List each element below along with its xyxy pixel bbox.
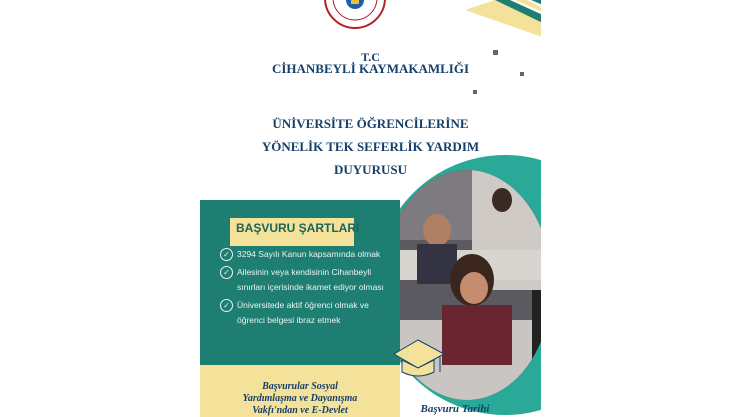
check-icon: ✓ <box>220 299 233 312</box>
note-line: Vakfı'ndan ve E-Devlet <box>252 405 348 416</box>
state-abbreviation: T.C <box>361 50 380 64</box>
application-note <box>200 381 400 417</box>
requirement-text: Üniversitede aktif öğrenci olmak ve öğrenci belgesi ibraz etmek <box>237 300 369 325</box>
check-icon: ✓ <box>220 248 233 261</box>
check-icon: ✓ <box>220 266 233 279</box>
requirement-text: Ailesinin veya kendisinin Cihanbeyli sınırları içerisinde ikamet ediyor olması <box>237 267 384 292</box>
note-line: Yardımlaşma ve Dayanışma <box>242 393 358 404</box>
announcement-poster <box>200 0 541 417</box>
graduation-cap-icon <box>388 334 448 390</box>
list-item <box>220 247 395 262</box>
list-item <box>220 265 395 295</box>
announcement-line: ÜNİVERSİTE ÖĞRENCİLERİNE <box>272 116 469 131</box>
requirement-text: 3294 Sayılı Kanun kapsamında olmak <box>237 249 381 259</box>
note-line: Başvurular Sosyal <box>262 381 338 392</box>
requirements-list <box>220 247 395 331</box>
announcement-line: DUYURUSU <box>334 162 407 177</box>
announcement-line: YÖNELİK TEK SEFERLİK YARDIM <box>261 139 480 154</box>
list-item <box>220 298 395 328</box>
requirements-title: BAŞVURU ŞARTLARI <box>236 221 360 235</box>
application-date-label: Başvuru Tarihi <box>420 403 490 415</box>
seal-logo-icon <box>321 0 389 30</box>
institution-title: CİHANBEYLİ KAYMAKAMLIĞI <box>271 61 470 76</box>
